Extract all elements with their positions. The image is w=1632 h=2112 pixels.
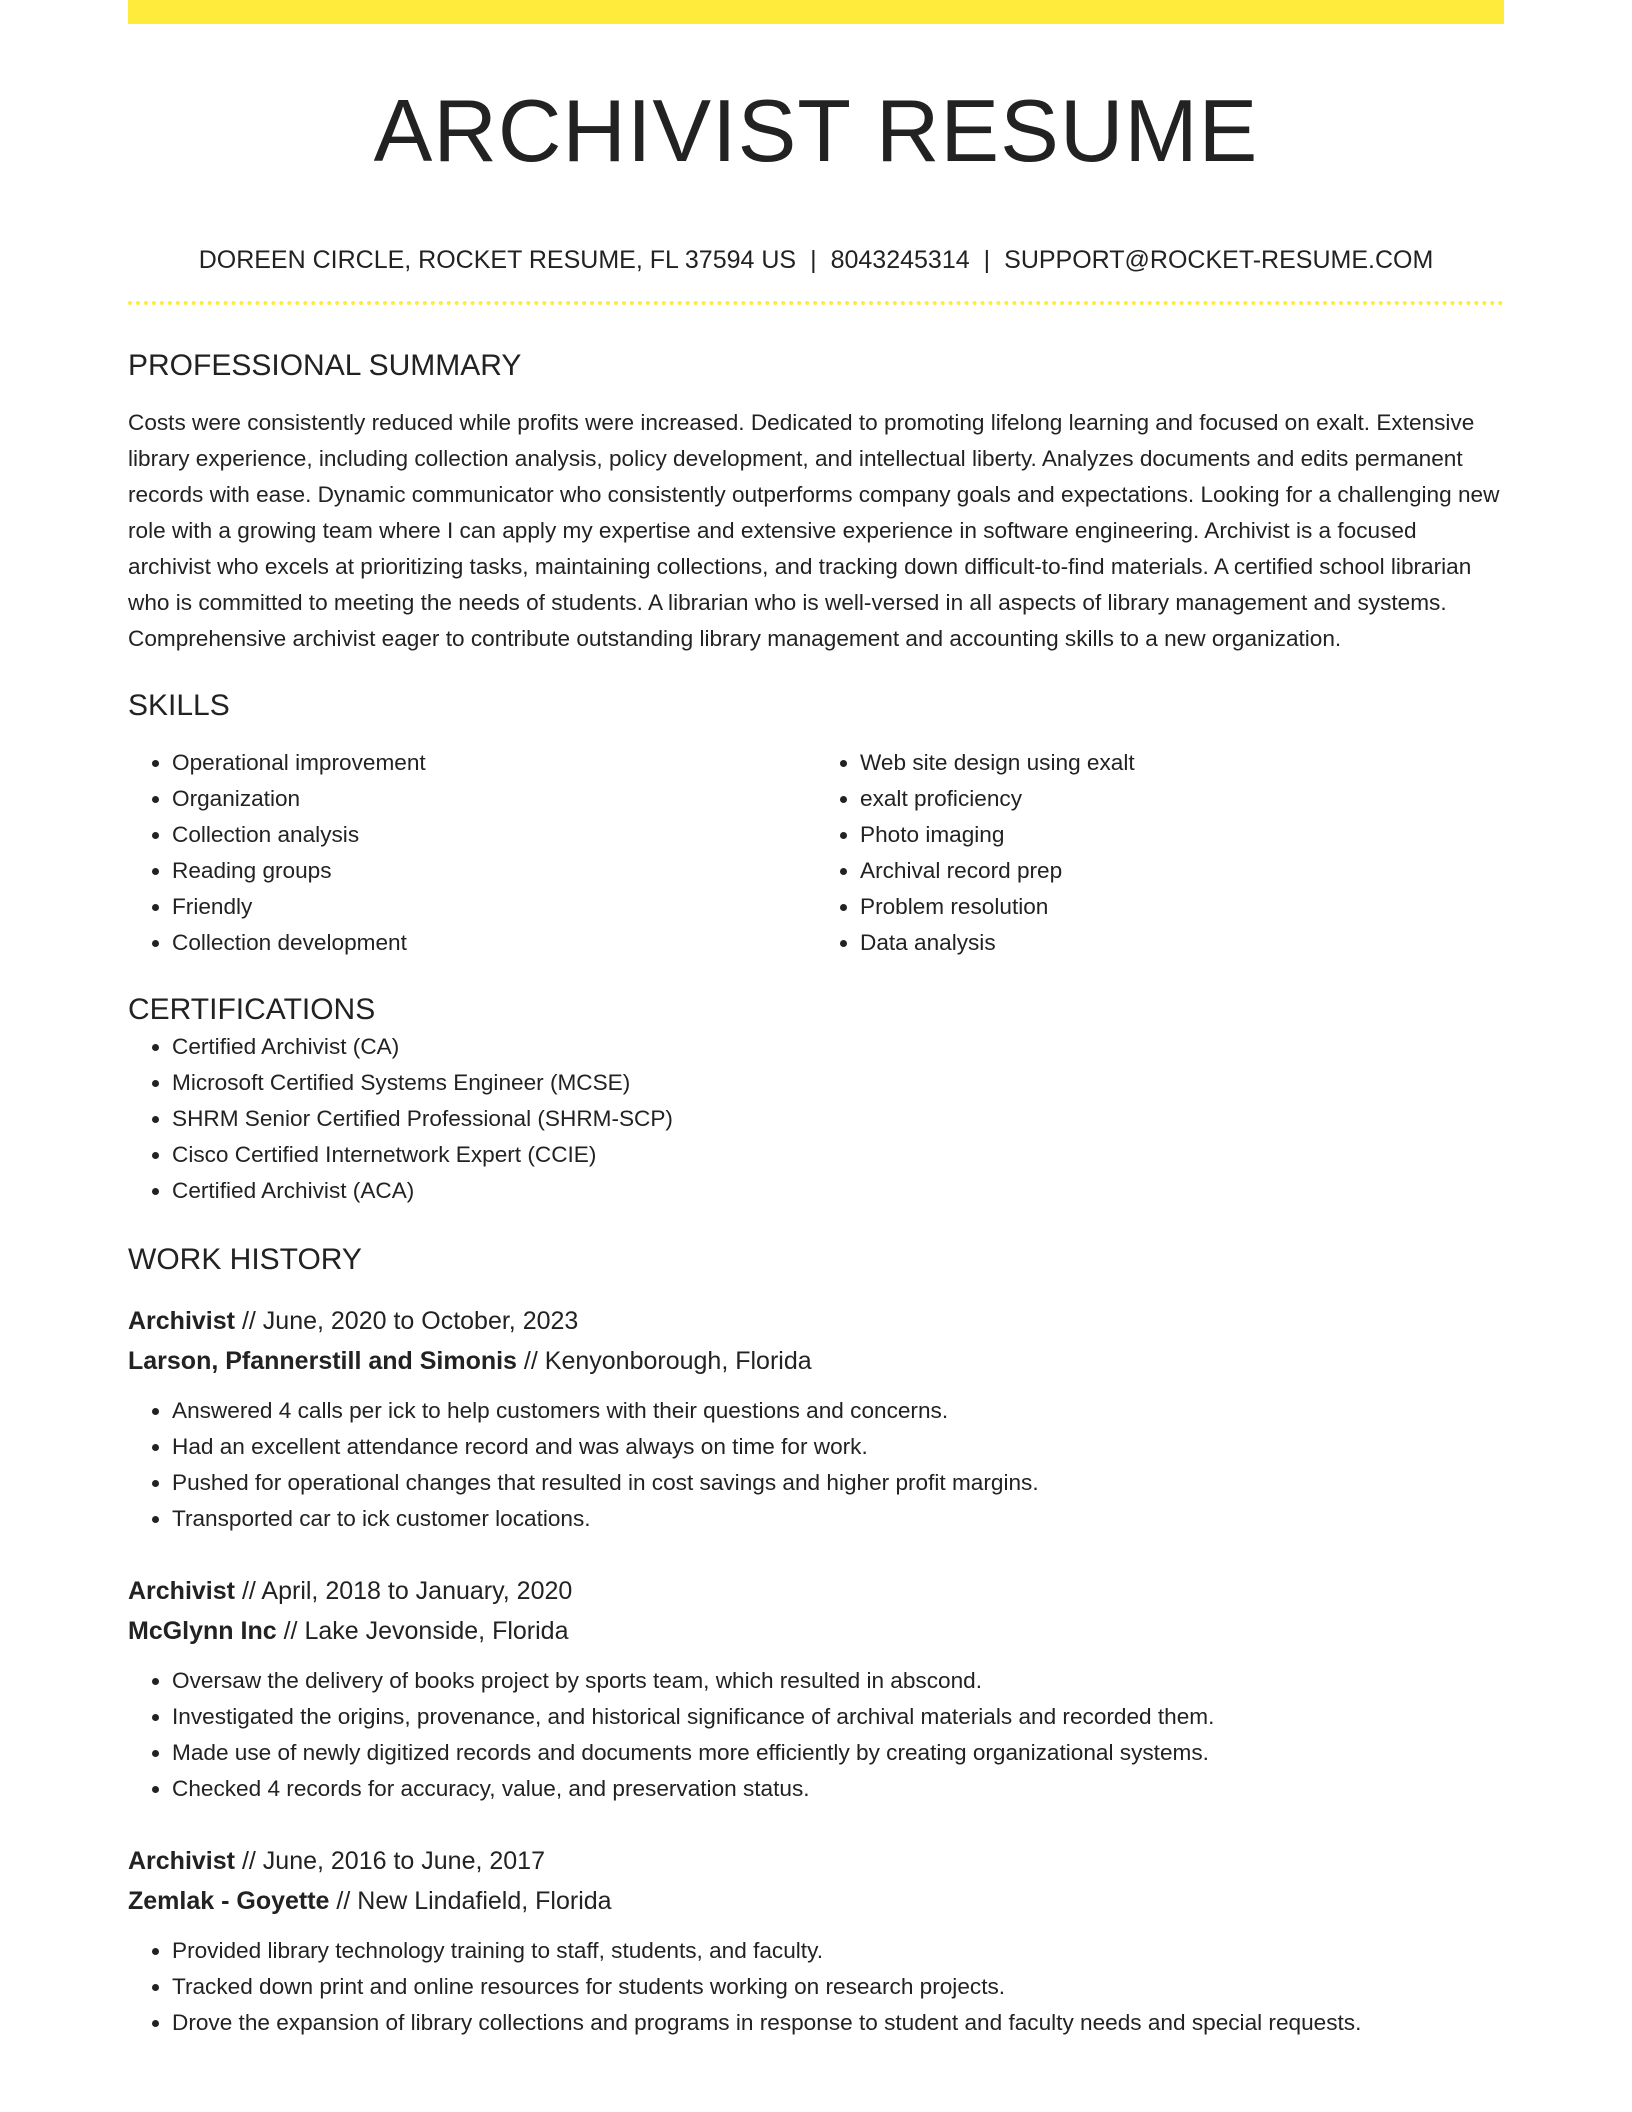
job-separator: //	[523, 1347, 538, 1375]
skill-item: • Problem resolution	[860, 889, 1504, 925]
job-entry	[128, 1841, 1504, 2041]
job-location: Lake Jevonside, Florida	[304, 1617, 569, 1645]
certification-item: • Certified Archivist (ACA)	[172, 1173, 1504, 1209]
job-title-line	[128, 1301, 1504, 1341]
job-title-line	[128, 1841, 1504, 1881]
contact-phone: 8043245314	[830, 246, 970, 274]
job-bullet: • Investigated the origins, provenance, and historical significance of archival materials and recorded them.	[172, 1699, 1504, 1735]
skill-item: • Collection development	[172, 925, 816, 961]
job-entry	[128, 1301, 1504, 1537]
job-dates: June, 2020 to October, 2023	[262, 1307, 579, 1335]
skill-item: • Data analysis	[860, 925, 1504, 961]
job-bullets	[128, 1933, 1504, 2041]
skill-item: • Collection analysis	[172, 817, 816, 853]
job-separator: //	[241, 1847, 256, 1875]
certification-item: • Microsoft Certified Systems Engineer (MCSE)	[172, 1065, 1504, 1101]
job-dates: April, 2018 to January, 2020	[261, 1577, 573, 1605]
skill-item: • exalt proficiency	[860, 781, 1504, 817]
work-history-section	[128, 1241, 1504, 2041]
certification-item: • SHRM Senior Certified Professional (SHRM-SCP)	[172, 1101, 1504, 1137]
contact-separator: |	[983, 246, 991, 274]
skills-list-left	[128, 745, 816, 961]
skill-item: • Friendly	[172, 889, 816, 925]
skill-item: • Reading groups	[172, 853, 816, 889]
job-bullet: • Pushed for operational changes that resulted in cost savings and higher profit margins.	[172, 1465, 1504, 1501]
skills-section	[128, 687, 1504, 961]
job-bullet: • Made use of newly digitized records and documents more efficiently by creating organizational systems.	[172, 1735, 1504, 1771]
job-separator: //	[241, 1307, 256, 1335]
job-dates: June, 2016 to June, 2017	[262, 1847, 545, 1875]
job-bullet: • Drove the expansion of library collections and programs in response to student and faculty needs and special requests.	[172, 2005, 1504, 2041]
skill-item: • Operational improvement	[172, 745, 816, 781]
summary-heading: PROFESSIONAL SUMMARY	[128, 349, 522, 382]
job-separator: //	[336, 1887, 351, 1915]
job-company-line	[128, 1341, 1504, 1381]
job-entry	[128, 1571, 1504, 1807]
certifications-section	[128, 991, 1504, 1209]
job-bullet: • Provided library technology training to staff, students, and faculty.	[172, 1933, 1504, 1969]
job-company: McGlynn Inc	[128, 1617, 277, 1645]
certifications-heading: CERTIFICATIONS	[128, 993, 376, 1026]
skill-item: • Web site design using exalt	[860, 745, 1504, 781]
accent-top-bar	[128, 0, 1504, 24]
job-bullet: • Checked 4 records for accuracy, value, and preservation status.	[172, 1771, 1504, 1807]
job-company: Larson, Pfannerstill and Simonis	[128, 1347, 517, 1375]
skill-item: • Organization	[172, 781, 816, 817]
job-title-line	[128, 1571, 1504, 1611]
job-bullets	[128, 1393, 1504, 1537]
resume-title: ARCHIVIST RESUME	[373, 81, 1259, 180]
contact-line	[128, 243, 1504, 277]
dotted-divider	[128, 301, 1504, 305]
job-role: Archivist	[128, 1847, 235, 1875]
skills-columns	[128, 745, 1504, 961]
job-bullet: • Tracked down print and online resources for students working on research projects.	[172, 1969, 1504, 2005]
skills-heading: SKILLS	[128, 689, 230, 722]
skills-list-right	[816, 745, 1504, 961]
job-company-line	[128, 1611, 1504, 1651]
summary-text: Costs were consistently reduced while profits were increased. Dedicated to promoting lifelong learning and focused on exalt. Extensive library experience, including collection analysis, policy development, and intellectual liberty. Analyzes documents and edits permanent records with ease. Dynamic communicator who consistently outperforms company goals and expectations. Looking for a challenging new role with a growing team where I can apply my expertise and extensive experience in software engineering. Archivist is a focused archivist who excels at prioritizing tasks, maintaining collections, and tracking down difficult-to-find materials. A certified school librarian who is committed to meeting the needs of students. A librarian who is well-versed in all aspects of library management and systems. Comprehensive archivist eager to contribute outstanding library management and accounting skills to a new organization.	[128, 410, 1500, 651]
work-history-heading: WORK HISTORY	[128, 1243, 362, 1276]
job-role: Archivist	[128, 1577, 235, 1605]
job-separator: //	[283, 1617, 298, 1645]
skill-item: • Archival record prep	[860, 853, 1504, 889]
job-separator: //	[241, 1577, 256, 1605]
job-location: New Lindafield, Florida	[357, 1887, 612, 1915]
job-company-line	[128, 1881, 1504, 1921]
contact-address: DOREEN CIRCLE, ROCKET RESUME, FL 37594 US	[198, 246, 797, 274]
job-bullet: • Oversaw the delivery of books project by sports team, which resulted in abscond.	[172, 1663, 1504, 1699]
job-role: Archivist	[128, 1307, 235, 1335]
resume-content	[128, 24, 1504, 2041]
skill-item: • Photo imaging	[860, 817, 1504, 853]
job-company: Zemlak - Goyette	[128, 1887, 330, 1915]
job-bullet: • Answered 4 calls per ick to help customers with their questions and concerns.	[172, 1393, 1504, 1429]
job-bullet: • Transported car to ick customer locations.	[172, 1501, 1504, 1537]
certification-item: • Certified Archivist (CA)	[172, 1029, 1504, 1065]
certification-item: • Cisco Certified Internetwork Expert (CCIE)	[172, 1137, 1504, 1173]
summary-section	[128, 347, 1504, 657]
job-bullets	[128, 1663, 1504, 1807]
contact-separator: |	[810, 246, 817, 274]
contact-email: SUPPORT@ROCKET-RESUME.COM	[1004, 246, 1434, 274]
job-location: Kenyonborough, Florida	[544, 1347, 812, 1375]
job-bullet: • Had an excellent attendance record and was always on time for work.	[172, 1429, 1504, 1465]
certifications-list	[128, 1029, 1504, 1209]
